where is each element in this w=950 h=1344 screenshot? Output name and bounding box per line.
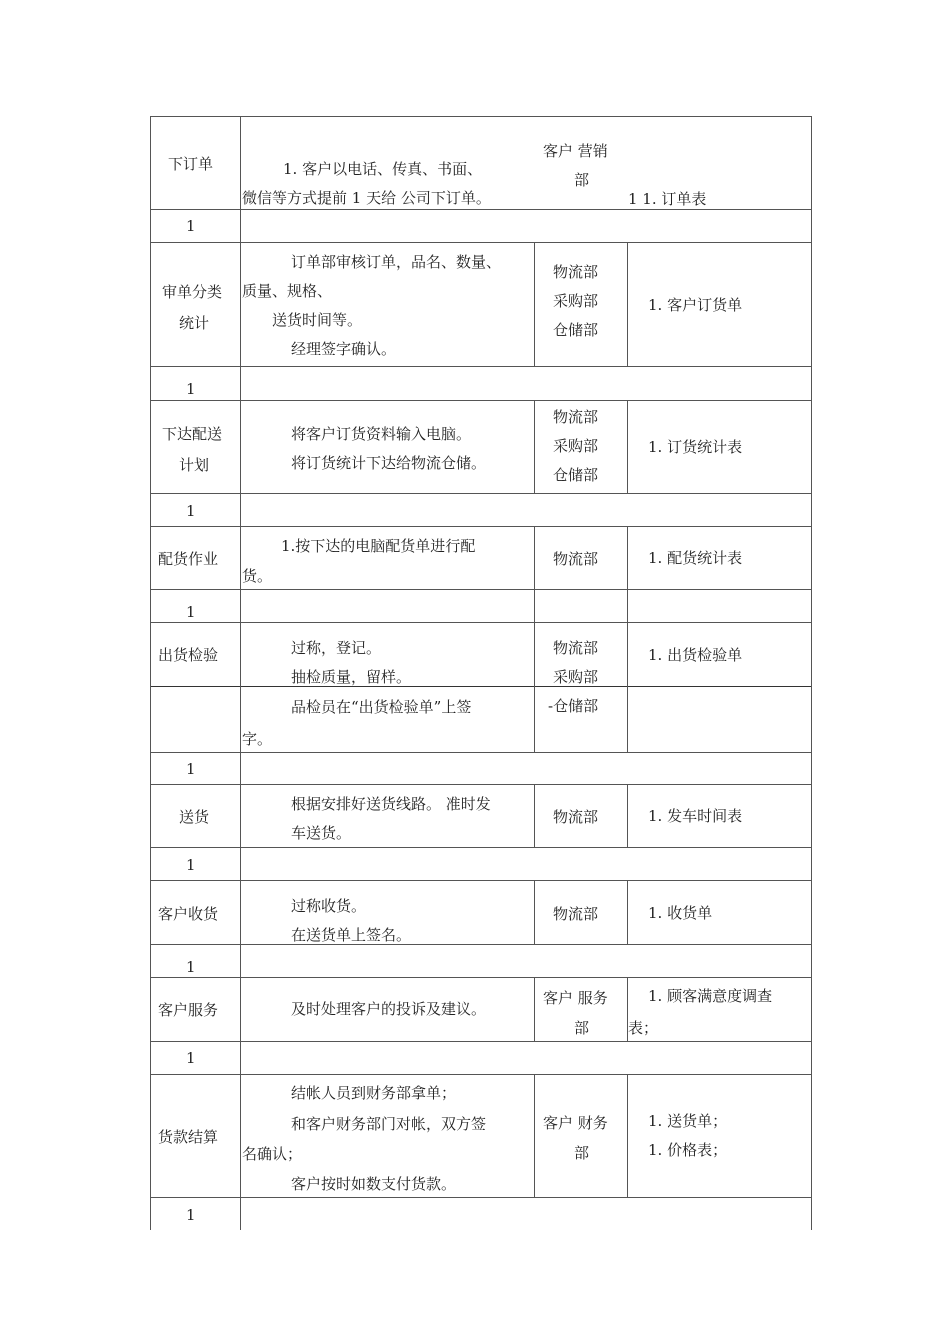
step-name-delivery: 送货 <box>179 808 210 826</box>
step-number: 1 <box>186 1206 196 1224</box>
step-dept-delivery: 物流部 <box>553 808 599 826</box>
step-name-inspection: 出货检验 <box>158 646 219 664</box>
step-form-picking: 1. 配货统计表 <box>648 549 743 567</box>
step-desc-review: 送货时间等。 <box>272 311 363 329</box>
step-desc-settlement: 和客户财务部门对帐，双方签 <box>291 1115 487 1133</box>
step-desc-settlement: 名确认； <box>242 1145 303 1163</box>
step-number: 1 <box>186 603 196 621</box>
step-name-review: 审单分类 <box>162 283 223 301</box>
step-desc-plan: 将订货统计下达给物流仓储。 <box>291 454 487 472</box>
step-number: 1 <box>186 856 196 874</box>
step-desc-review: 经理签字确认。 <box>291 340 397 358</box>
step-number: 1 <box>186 760 196 778</box>
step-form-settlement: 1. 价格表； <box>648 1141 728 1159</box>
step-name-order: 下订单 <box>168 155 214 173</box>
step-name-plan: 下达配送 <box>162 425 223 443</box>
step-dept-plan: 仓储部 <box>553 466 599 484</box>
step-dept-order: 客户 营销 <box>543 142 608 160</box>
step-desc-review: 订单部审核订单，品名、数量、 <box>291 253 502 271</box>
step-name-receipt: 客户收货 <box>158 905 219 923</box>
step-dept-order: 部 <box>574 171 590 189</box>
step-desc-picking: 货。 <box>242 567 273 585</box>
step-desc-receipt: 在送货单上签名。 <box>291 926 412 944</box>
step-desc-review: 质量、规格、 <box>242 282 333 300</box>
step-number: 1 <box>186 380 196 398</box>
step-form-receipt: 1. 收货单 <box>648 904 713 922</box>
step-desc-receipt: 过称收货。 <box>291 897 367 915</box>
step-desc-order: 1. 客户以电话、传真、书面、 <box>283 160 483 178</box>
step-dept-review: 仓储部 <box>553 321 599 339</box>
step-desc-delivery: 根据安排好送货线路。 准时发 <box>291 795 491 813</box>
step-desc-delivery: 车送货。 <box>291 824 352 842</box>
step-dept-plan: 采购部 <box>553 437 599 455</box>
step-desc-settlement: 客户按时如数支付货款。 <box>291 1175 457 1193</box>
step-number: 1 <box>186 502 196 520</box>
step-number: 1 <box>186 217 196 235</box>
step-dept-settlement: 客户 财务 <box>543 1114 608 1132</box>
step-desc-service: 及时处理客户的投诉及建议。 <box>291 1000 487 1018</box>
step-dept-plan: 物流部 <box>553 408 599 426</box>
step-form-service: 1. 顾客满意度调查 <box>648 987 773 1005</box>
step-desc-picking: 1.按下达的电脑配货单进行配 <box>281 537 476 555</box>
step-desc-inspection: 过称，登记。 <box>291 639 382 657</box>
step-dept-receipt: 物流部 <box>553 905 599 923</box>
step-form-settlement: 1. 送货单； <box>648 1112 728 1130</box>
step-name-plan: 计划 <box>179 456 210 474</box>
step-form-plan: 1. 订货统计表 <box>648 438 743 456</box>
step-dept-settlement: 部 <box>574 1144 590 1162</box>
workflow-table <box>150 116 812 1230</box>
step-name-review: 统计 <box>179 314 210 332</box>
step-form-delivery: 1. 发车时间表 <box>648 807 743 825</box>
step-dept-inspection: 物流部 <box>553 639 599 657</box>
step-number: 1 <box>186 1049 196 1067</box>
step-desc-plan: 将客户订货资料输入电脑。 <box>291 425 472 443</box>
step-dept-service: 客户 服务 <box>543 989 608 1007</box>
step-name-picking: 配货作业 <box>158 550 219 568</box>
step-dept-picking: 物流部 <box>553 550 599 568</box>
step-desc-inspection-sign: 品检员在“出货检验单”上签 <box>291 698 472 716</box>
step-dept-inspection-warehouse: -仓储部 <box>548 697 599 715</box>
step-dept-review: 物流部 <box>553 263 599 281</box>
step-desc-inspection: 抽检质量，留样。 <box>291 668 412 686</box>
step-form-review: 1. 客户订货单 <box>648 296 743 314</box>
step-form-inspection: 1. 出货检验单 <box>648 646 743 664</box>
step-desc-inspection-sign: 字。 <box>242 730 273 748</box>
step-dept-inspection: 采购部 <box>553 668 599 686</box>
step-desc-settlement: 结帐人员到财务部拿单； <box>291 1084 457 1102</box>
step-name-settlement: 货款结算 <box>158 1128 219 1146</box>
step-desc-order: 微信等方式提前 1 天给 公司下订单。 <box>242 189 491 207</box>
step-dept-service: 部 <box>574 1019 590 1037</box>
step-form-order: 1 1. 订单表 <box>628 190 707 208</box>
step-name-service: 客户服务 <box>158 1001 219 1019</box>
step-dept-review: 采购部 <box>553 292 599 310</box>
step-number: 1 <box>186 958 196 976</box>
step-form-service: 表； <box>628 1019 659 1037</box>
